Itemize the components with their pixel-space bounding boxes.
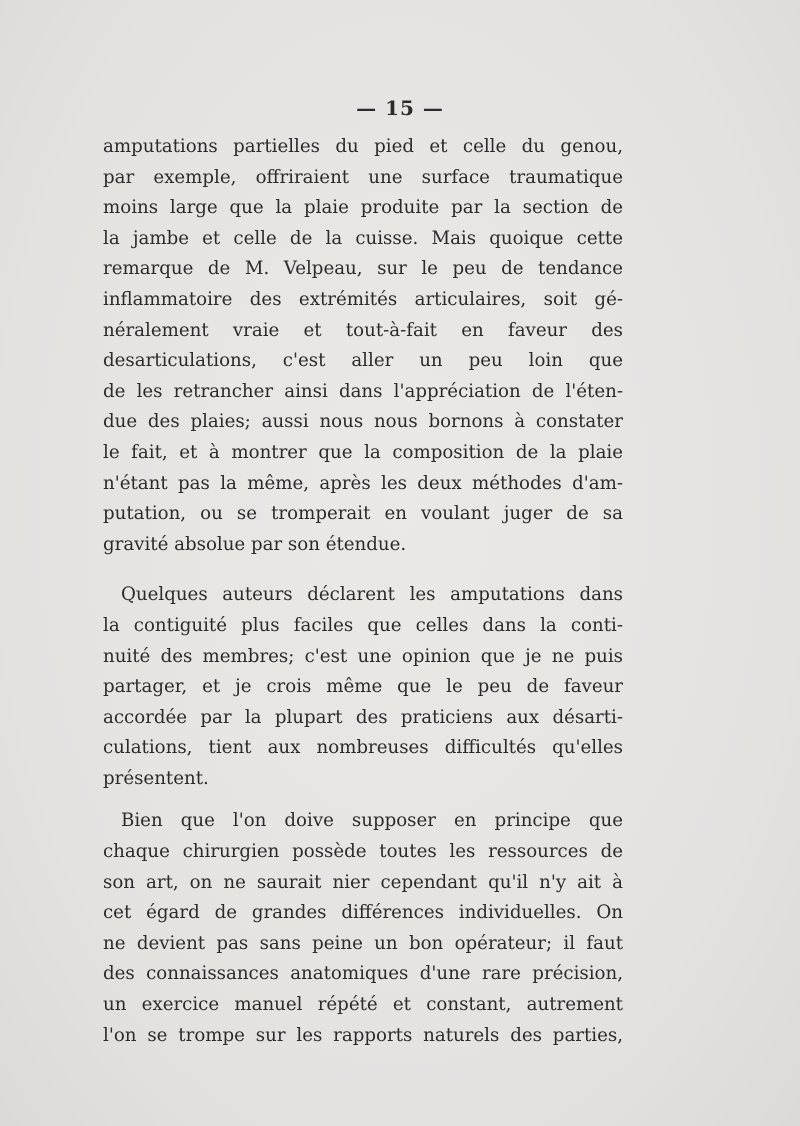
- text-line: chaque chirurgien possède toutes les ressources de: [103, 841, 623, 863]
- body-text: [103, 132, 623, 1051]
- text-line: gravité absolue par son étendue.: [103, 533, 407, 555]
- text-line: Quelques auteurs déclarent les amputations dans: [121, 584, 623, 606]
- text-line: desarticulations, c'est aller un peu loin que: [103, 350, 623, 372]
- text-line: putation, ou se tromperait en voulant juger de sa: [103, 503, 623, 525]
- text-line: la contiguité plus faciles que celles dans la conti-: [103, 614, 623, 636]
- text-line: un exercice manuel répété et constant, autrement: [103, 994, 623, 1016]
- text-line: de les retrancher ainsi dans l'appréciation de l'éten-: [103, 380, 623, 402]
- text-line: ne devient pas sans peine un bon opérateur; il faut: [103, 932, 623, 954]
- text-line: son art, on ne saurait nier cependant qu'il n'y ait à: [103, 871, 623, 893]
- text-line: Bien que l'on doive supposer en principe que: [121, 810, 623, 832]
- text-line: remarque de M. Velpeau, sur le peu de tendance: [103, 258, 623, 280]
- text-line: n'étant pas la même, après les deux méthodes d'am-: [103, 472, 623, 494]
- text-line: accordée par la plupart des praticiens aux désarti-: [103, 706, 623, 728]
- paragraph-1: [103, 132, 623, 560]
- text-line: moins large que la plaie produite par la section de: [103, 197, 623, 219]
- text-line: culations, tient aux nombreuses difficultés qu'elles: [103, 737, 623, 759]
- text-line: due des plaies; aussi nous nous bornons à constater: [103, 411, 623, 433]
- text-line: présentent.: [103, 767, 209, 789]
- text-line: des connaissances anatomiques d'une rare précision,: [103, 963, 623, 985]
- text-line: l'on se trompe sur les rapports naturels des parties,: [103, 1024, 623, 1046]
- text-line: par exemple, offriraient une surface traumatique: [103, 166, 623, 188]
- text-line: amputations partielles du pied et celle du genou,: [103, 136, 623, 157]
- text-line: nuité des membres; c'est une opinion que je ne puis: [103, 645, 623, 667]
- page-number: — 15 —: [356, 96, 444, 120]
- text-line: cet égard de grandes différences individuelles. On: [103, 902, 623, 924]
- text-line: partager, et je crois même que le peu de faveur: [103, 676, 623, 698]
- text-line: la jambe et celle de la cuisse. Mais quoique cette: [103, 227, 623, 249]
- paragraph-2: [103, 580, 623, 794]
- text-line: néralement vraie et tout-à-fait en faveur des: [103, 319, 623, 341]
- text-line: inflammatoire des extrémités articulaires, soit gé-: [103, 288, 623, 310]
- text-line: le fait, et à montrer que la composition de la plaie: [103, 441, 623, 463]
- paragraph-3: [103, 806, 623, 1051]
